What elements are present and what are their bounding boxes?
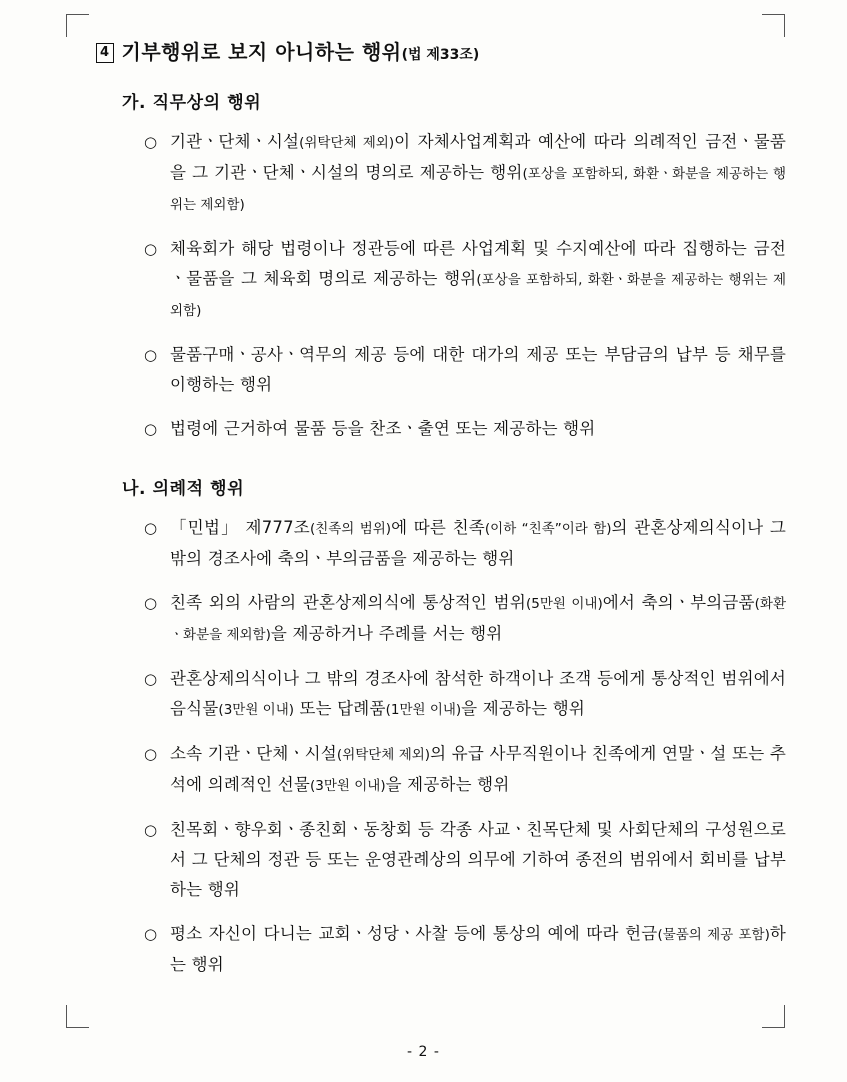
inline-main-text: 의 관혼상제의식이나 그 밖의 경조사에 축의ㆍ부의금품을 제공하는 행위 — [170, 518, 786, 568]
inline-note-text: (친족의 범위) — [309, 521, 392, 537]
bullet-circle-icon: ○ — [144, 670, 158, 688]
crop-mark-bottom-right — [762, 1005, 785, 1028]
bullet-circle-icon: ○ — [144, 519, 158, 537]
bullet-circle-icon: ○ — [144, 925, 158, 943]
inline-main-text: 에 따른 친족 — [391, 518, 485, 537]
bullet-circle-icon: ○ — [144, 594, 158, 612]
inline-note-text: (물품의 제공 포함) — [657, 927, 770, 943]
section-title: 기부행위로 보지 아니하는 행위 — [121, 40, 402, 64]
section-number-box: 4 — [96, 43, 114, 63]
inline-main-text: 친목회ㆍ향우회ㆍ종친회ㆍ동창회 등 각종 사교ㆍ친목단체 및 사회단체의 구성원으로서 그 단체의 정관 등 또는 운영관례상의 의무에 기하여 종전의 범위에서 회비를 납부하는 행위 — [170, 820, 786, 899]
inline-note-text: (1만원 이내) — [385, 702, 462, 718]
crop-mark-top-left — [66, 14, 89, 37]
list-item — [144, 919, 786, 980]
list-item-text — [170, 513, 786, 574]
crop-mark-bottom-left — [66, 1005, 89, 1028]
inline-main-text: 법령에 근거하여 물품 등을 찬조ㆍ출연 또는 제공하는 행위 — [170, 419, 596, 438]
list-item-text — [170, 127, 786, 220]
inline-main-text: 「민법」 제777조 — [170, 518, 310, 537]
subsection-heading: 나. 의례적 행위 — [122, 479, 245, 499]
list-item-text — [170, 739, 786, 801]
inline-main-text: 의 유급 사무직원이나 친족에게 연말ㆍ설 또는 추석에 의례적인 선물 — [170, 744, 786, 794]
inline-note-text: (이하 “친족”이라 함) — [484, 521, 612, 537]
list-item — [144, 234, 786, 326]
list-item — [144, 664, 786, 725]
inline-main-text: 하는 행위 — [170, 924, 787, 974]
inline-note-text: (포상을 포함하되, 화환ㆍ화분을 제공하는 행위는 제외함) — [170, 166, 786, 213]
inline-main-text: 에서 축의ㆍ부의금품 — [602, 593, 755, 612]
list-item — [144, 815, 786, 905]
inline-main-text: 기관ㆍ단체ㆍ시설 — [170, 132, 300, 151]
list-item-text — [170, 919, 786, 980]
inline-note-text: (5만원 이내) — [525, 596, 603, 612]
bullet-circle-icon: ○ — [144, 821, 158, 839]
page-number: - 2 - — [407, 1044, 440, 1060]
inline-main-text: 소속 기관ㆍ단체ㆍ시설 — [170, 744, 337, 763]
inline-note-text: (포상을 포함하되, 화환ㆍ화분을 제공하는 행위는 제외함) — [170, 272, 786, 319]
inline-note-text: (화환ㆍ화분을 제외함) — [170, 596, 786, 643]
list-item-text — [170, 234, 786, 326]
inline-main-text: 평소 자신이 다니는 교회ㆍ성당ㆍ사찰 등에 통상의 예에 따라 헌금 — [170, 924, 658, 943]
bullet-circle-icon: ○ — [144, 133, 158, 151]
bullet-circle-icon: ○ — [144, 420, 158, 438]
bullet-circle-icon: ○ — [144, 745, 158, 763]
section-heading — [96, 36, 786, 66]
sections-container — [96, 88, 786, 980]
inline-main-text: 물품구매ㆍ공사ㆍ역무의 제공 등에 대한 대가의 제공 또는 부담금의 납부 등 채무를 이행하는 행위 — [170, 345, 786, 394]
list-item-text — [170, 588, 786, 650]
list-item-text — [170, 340, 786, 400]
list-item — [144, 414, 786, 444]
subsection-heading: 가. 직무상의 행위 — [122, 93, 262, 113]
bullet-circle-icon: ○ — [144, 346, 158, 364]
inline-main-text: 을 제공하는 행위 — [385, 775, 510, 794]
list-item-text — [170, 815, 786, 905]
inline-note-text: (3만원 이내) — [218, 702, 294, 718]
list-item — [144, 340, 786, 400]
list-item — [144, 588, 786, 650]
list-item-text — [170, 664, 786, 725]
inline-note-text: (위탁단체 제외) — [336, 747, 431, 763]
inline-note-text: (3만원 이내) — [310, 778, 386, 794]
inline-main-text: 또는 답례품 — [294, 699, 386, 718]
inline-main-text: 체육회가 해당 법령이나 정관등에 따른 사업계획 및 수지예산에 따라 집행하는 금전ㆍ물품을 그 체육회 명의로 제공하는 행위 — [170, 239, 786, 288]
inline-note-text: (위탁단체 제외) — [299, 135, 395, 151]
crop-mark-top-right — [762, 14, 785, 37]
section-title-reference: (법 제33조) — [401, 47, 480, 63]
bullet-circle-icon: ○ — [144, 240, 158, 258]
list-item-text — [170, 414, 786, 444]
document-body — [96, 36, 786, 994]
inline-main-text: 친족 외의 사람의 관혼상제의식에 통상적인 범위 — [170, 593, 526, 612]
list-item — [144, 513, 786, 574]
list-item — [144, 739, 786, 801]
inline-main-text: 이 자체사업계획과 예산에 따라 의례적인 금전ㆍ물품을 그 기관ㆍ단체ㆍ시설의 명의로 제공하는 행위 — [170, 132, 786, 182]
inline-main-text: 을 제공하거나 주례를 서는 행위 — [270, 624, 503, 643]
inline-main-text: 을 제공하는 행위 — [461, 699, 586, 718]
list-item — [144, 127, 786, 220]
inline-main-text: 관혼상제의식이나 그 밖의 경조사에 참석한 하객이나 조객 등에게 통상적인 범위에서 음식물 — [170, 669, 786, 718]
